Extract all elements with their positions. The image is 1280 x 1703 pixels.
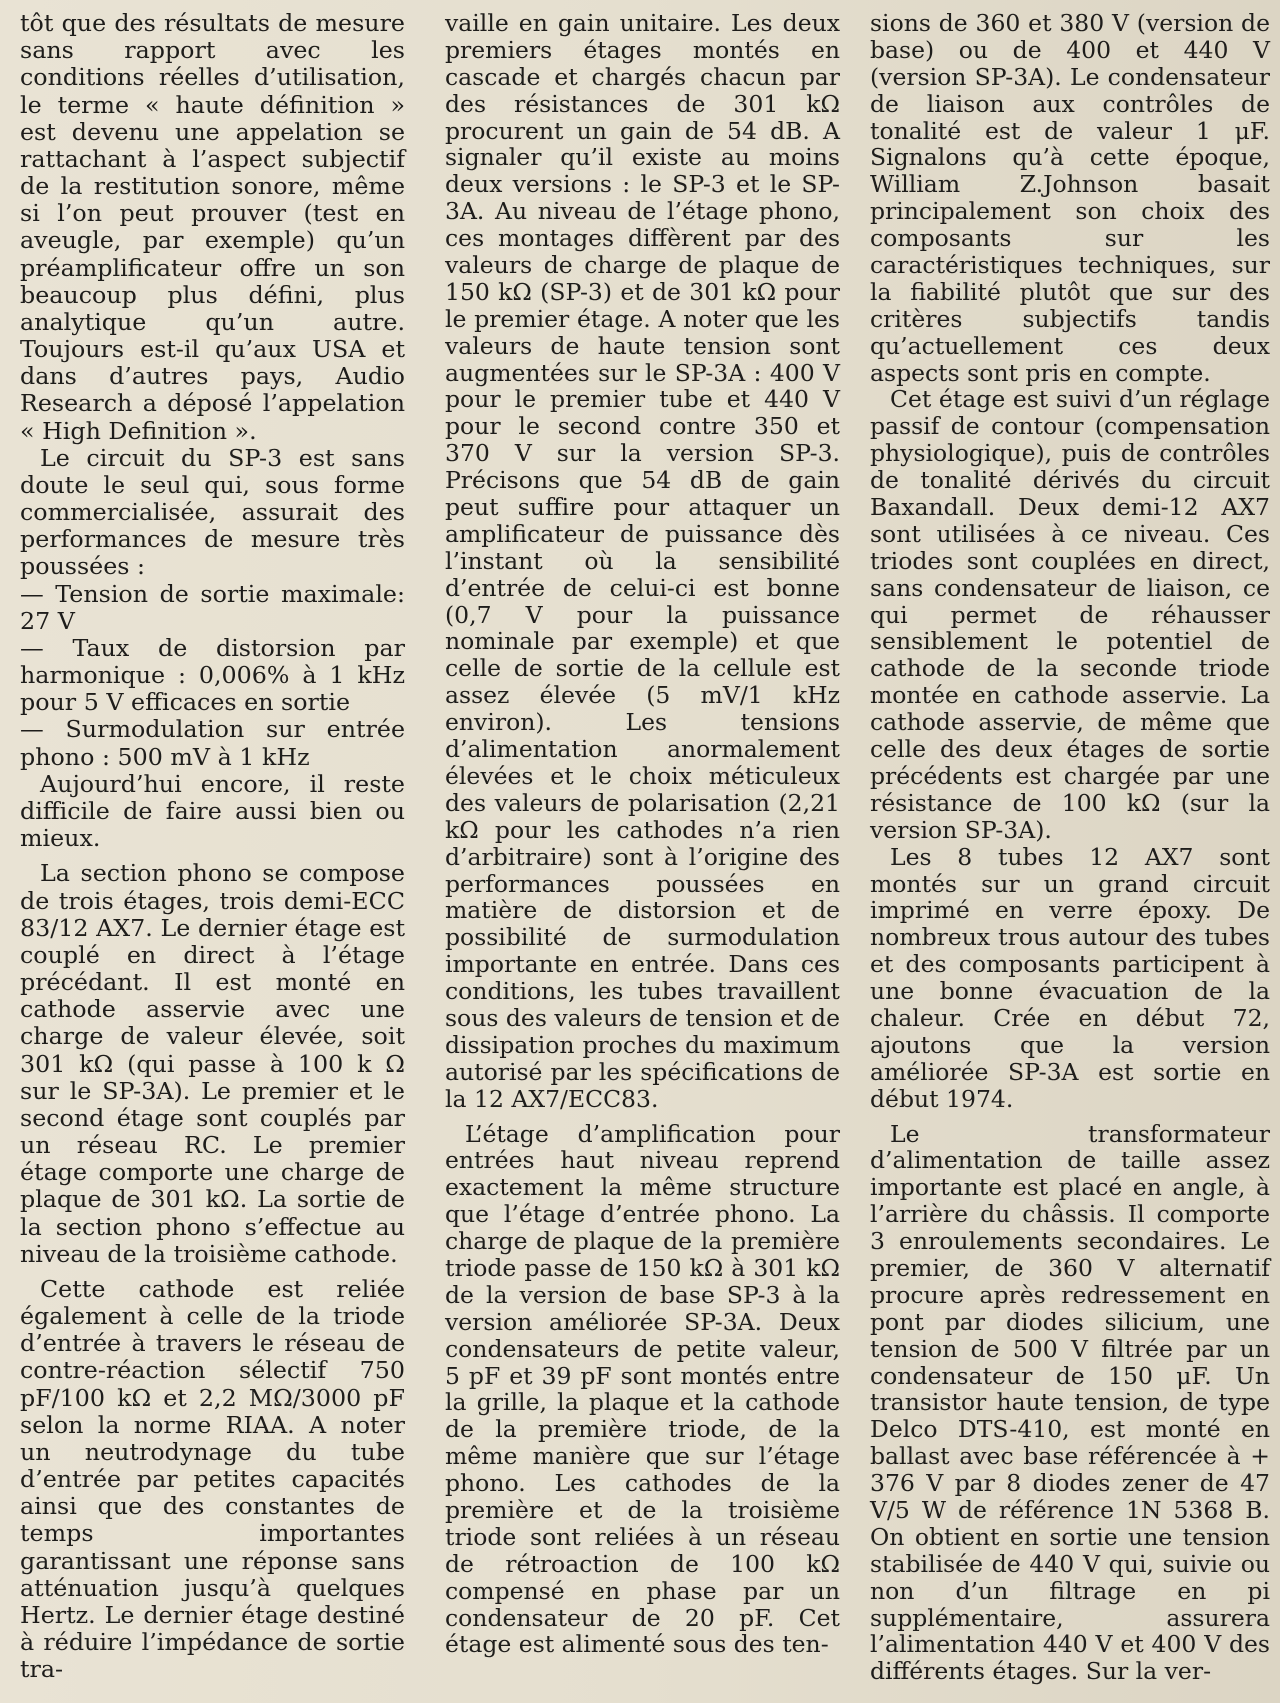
spec-item: — Tension de sortie maximale: 27 V (20, 579, 405, 635)
text-column-3 (870, 10, 1270, 1685)
text-column-2 (445, 10, 840, 1658)
paragraph: Aujourd’hui encore, il reste difficile de faire aussi bien ou mieux. (20, 769, 405, 853)
paragraph: La section phono se compose de trois étages, trois demi-ECC 83/12 AX7. Le dernier étage est couplé en direct à l’étage précédant. Il est monté en cathode asservie avec une charge de valeur élevée, soit 301 kΩ (qui passe à 100 k Ω sur le SP-3A). Le premier et le second étage sont couplés par un réseau RC. Le premier étage comporte une charge de plaque de 301 kΩ. La sortie de la section phono s’effectue au niveau de la troisième cathode. (20, 859, 405, 1268)
paragraph: Cette cathode est reliée également à celle de la triode d’entrée à travers le réseau de contre-réaction sélectif 750 pF/100 kΩ et 2,2 MΩ/3000 pF selon la norme RIAA. A noter un neutrodynage du tube d’entrée par petites capacités ainsi que des constantes de temps importantes garantissant une réponse sans atténuation jusqu’à quelques Hertz. Le dernier étage destiné à réduire l’impédance de sortie tra- (20, 1274, 405, 1684)
paragraph: tôt que des résultats de mesure sans rapport avec les conditions réelles d’utilisation, le terme « haute définition » est devenu une appelation se rattachant à l’aspect subjectif de la restitution sonore, même si l’on peut prouver (test en aveugle, par exemple) qu’un préamplificateur offre un son beaucoup plus défini, plus analytique qu’un autre. Toujours est-il qu’aux USA et dans d’autres pays, Audio Research a déposé l’appelation « High Definition ». (20, 9, 405, 445)
paragraph: Cet étage est suivi d’un réglage passif de contour (compensation physiologique), puis de contrôles de tonalité dérivés du circuit Baxandall. Deux demi-12 AX7 sont utilisées à ce niveau. Ces triodes sont couplées en direct, sans condensateur de liaison, ce qui permet de réhausser sensiblement le potentiel de cathode de la seconde triode montée en cathode asservie. La cathode asservie, de même que celle des deux étages de sortie précédents est chargée par une résistance de 100 kΩ (sur la version SP-3A). (870, 385, 1270, 844)
paragraph: Les 8 tubes 12 AX7 sont montés sur un grand circuit imprimé en verre époxy. De nombreux trous autour des tubes et des composants participent à une bonne évacuation de la chaleur. Crée en début 72, ajoutons que la version améliorée SP-3A est sortie en début 1974. (870, 842, 1270, 1113)
spec-item: — Taux de distorsion par harmonique : 0,006% à 1 kHz pour 5 V efficaces en sortie (20, 633, 405, 717)
paragraph: Le transformateur d’alimentation de taille assez importante est placé en angle, à l’arrière du châssis. Il comporte 3 enroulements secondaires. Le premier, de 360 V alternatif procure après redressement en pont par diodes silicium, une tension de 500 V filtrée par un condensateur de 150 μF. Un transistor haute tension, de type Delco DTS-410, est monté en ballast avec base référencée à + 376 V par 8 diodes zener de 47 V/5 W de référence 1N 5368 B. On obtient en sortie une tension stabilisée de 440 V qui, suivie ou non d’un filtrage en pi supplémentaire, assurera l’alimentation 440 V et 400 V des différents étages. Sur la ver- (870, 1119, 1270, 1686)
paragraph: vaille en gain unitaire. Les deux premiers étages montés en cascade et chargés chacun par des résistances de 301 kΩ procurent un gain de 54 dB. A signaler qu’il existe au moins deux versions : le SP-3 et le SP-3A. Au niveau de l’étage phono, ces montages diffèrent par des valeurs de charge de plaque de 150 kΩ (SP-3) et de 301 kΩ pour le premier étage. A noter que les valeurs de haute tension sont augmentées sur le SP-3A : 400 V pour le premier tube et 440 V pour le second contre 350 et 370 V sur la version SP-3. Précisons que 54 dB de gain peut suffire pour attaquer un amplificateur de puissance dès l’instant où la sensibilité d’entrée de celui-ci est bonne (0,7 V pour la puissance nominale par exemple) et que celle de sortie de la cellule est assez élevée (5 mV/1 kHz environ). Les tensions d’alimentation anormalement élevées et le choix méticuleux des valeurs de polarisation (2,21 kΩ pour les cathodes n’a rien d’arbitraire) sont à l’origine des performances poussées en matière de distorsion et de possibilité de surmodulation importante en entrée. Dans ces conditions, les tubes travaillent sous des valeurs de tension et de dissipation proches du maximum autorisé par les spécifications de la 12 AX7/ECC83. (445, 9, 840, 1113)
paragraph: L’étage d’amplification pour entrées haut niveau reprend exactement la même structure que l’étage d’entrée phono. La charge de plaque de la première triode passe de 150 kΩ à 301 kΩ de la version de base SP-3 à la version améliorée SP-3A. Deux condensateurs de petite valeur, 5 pF et 39 pF sont montés entre la grille, la plaque et la cathode de la première triode, de la même manière que sur l’étage phono. Les cathodes de la première et de la troisième triode sont reliées à un réseau de rétroaction de 100 kΩ compensé en phase par un condensateur de 20 pF. Cet étage est alimenté sous des ten- (445, 1119, 840, 1659)
paragraph: sions de 360 et 380 V (version de base) ou de 400 et 440 V (version SP-3A). Le condensateur de liaison aux contrôles de tonalité est de valeur 1 μF. Signalons qu’à cette époque, William Z.Johnson basait principalement son choix des composants sur les caractéristiques techniques, sur la fiabilité plutôt que sur des critères subjectifs tandis qu’actuellement ces deux aspects sont pris en compte. (870, 9, 1270, 387)
text-column-1 (20, 10, 405, 1683)
spec-item: — Surmodulation sur entrée phono : 500 mV à 1 kHz (20, 715, 405, 771)
paragraph: Le circuit du SP-3 est sans doute le seul qui, sous forme commercialisée, assurait des performances de mesure très poussées : (20, 443, 405, 581)
